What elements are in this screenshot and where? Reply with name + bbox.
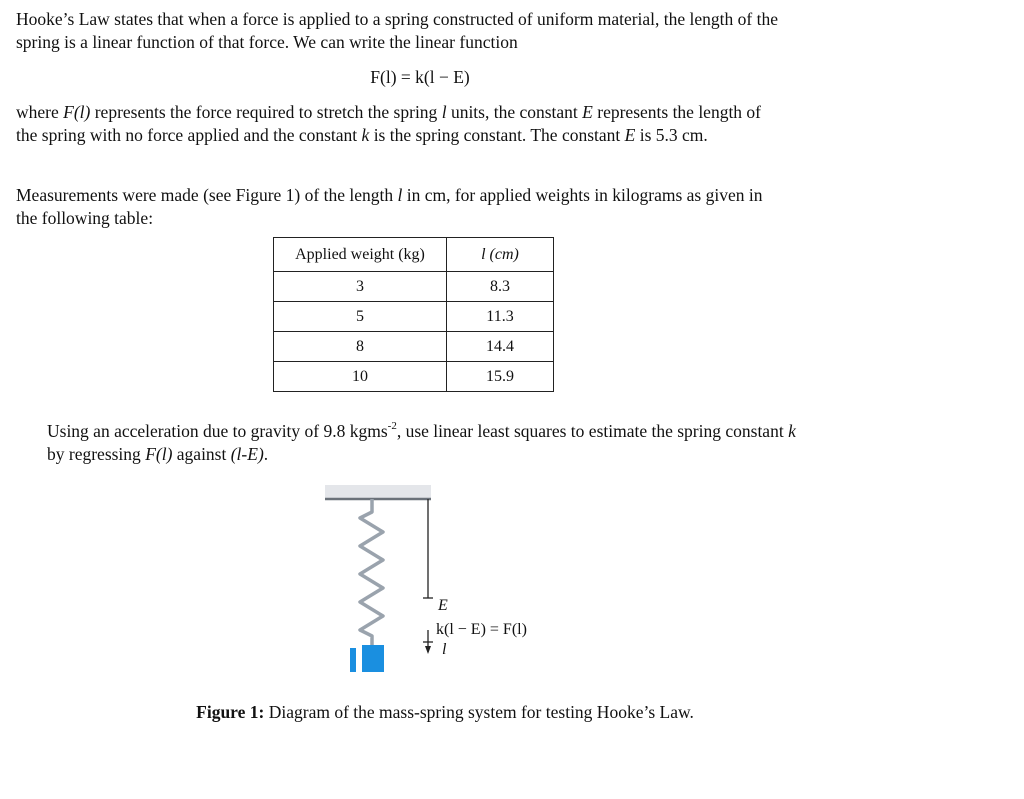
def-symbol-k: k [361,125,370,145]
mass-spring-diagram [320,482,620,682]
table-header-row [274,238,554,272]
def-symbol-e: E [582,102,593,122]
task-symbol-le: (l-E) [230,444,264,464]
task-text: by regressing [47,444,146,464]
figure-caption [0,701,890,724]
cell-weight: 8 [274,332,447,362]
def-text: units, the constant [446,102,583,122]
table-row [274,362,554,392]
intro-line-2: spring is a linear function of that force. We can write the linear function [16,32,518,52]
cell-weight: 10 [274,362,447,392]
header-weight: Applied weight (kg) [274,238,447,272]
label-e: E [438,597,448,614]
task-exponent: -2 [387,420,397,433]
intro-paragraph [16,8,836,54]
table-row [274,332,554,362]
task-text: against [172,444,231,464]
mass-left-piece [350,648,356,672]
equation-text: F(l) = k(l − E) [370,67,470,87]
def-text: the spring with no force applied and the constant [16,125,362,145]
cell-weight: 5 [274,302,447,332]
meas-symbol-l: l [397,185,403,205]
cell-length: 14.4 [447,332,554,362]
measurements-paragraph [16,184,836,230]
def-symbol-l: l [441,102,447,122]
cell-length: 11.3 [447,302,554,332]
task-symbol-k: k [788,421,796,441]
cell-length: 15.9 [447,362,554,392]
def-text: represents the length of [592,102,762,122]
header-length: l (cm) [447,238,554,272]
meas-text: the following table: [16,208,154,228]
label-force-equation: k(l − E) = F(l) [436,621,527,638]
task-symbol-f: F(l) [145,444,173,464]
task-text: Using an acceleration due to gravity of 9.8 kgms [47,421,388,441]
intro-line-1: Hooke’s Law states that when a force is applied to a spring constructed of uniform material, the length of the [16,9,778,29]
cell-length: 8.3 [447,272,554,302]
def-symbol-f: F(l) [63,102,91,122]
task-text: . [263,444,269,464]
table-row [274,272,554,302]
def-text: is 5.3 cm. [635,125,708,145]
task-paragraph [47,420,847,466]
extension-arrowhead [425,646,431,654]
task-text: , use linear least squares to estimate the spring constant [396,421,789,441]
hookes-law-equation [0,66,840,89]
def-text: is the spring constant. The constant [369,125,625,145]
definitions-paragraph [16,101,836,147]
meas-text: in cm, for applied weights in kilograms as given in [402,185,763,205]
def-text: represents the force required to stretch the spring [90,102,442,122]
mass-block [362,645,384,672]
label-l: l [442,641,447,658]
def-text: where [16,102,64,122]
measurements-table [273,237,554,392]
table-row [274,302,554,332]
def-symbol-e: E [624,125,636,145]
cell-weight: 3 [274,272,447,302]
spring [360,499,383,645]
caption-label: Figure 1: [196,702,265,722]
meas-text: Measurements were made (see Figure 1) of the length [16,185,398,205]
caption-text: Diagram of the mass-spring system for testing Hooke’s Law. [264,702,694,722]
